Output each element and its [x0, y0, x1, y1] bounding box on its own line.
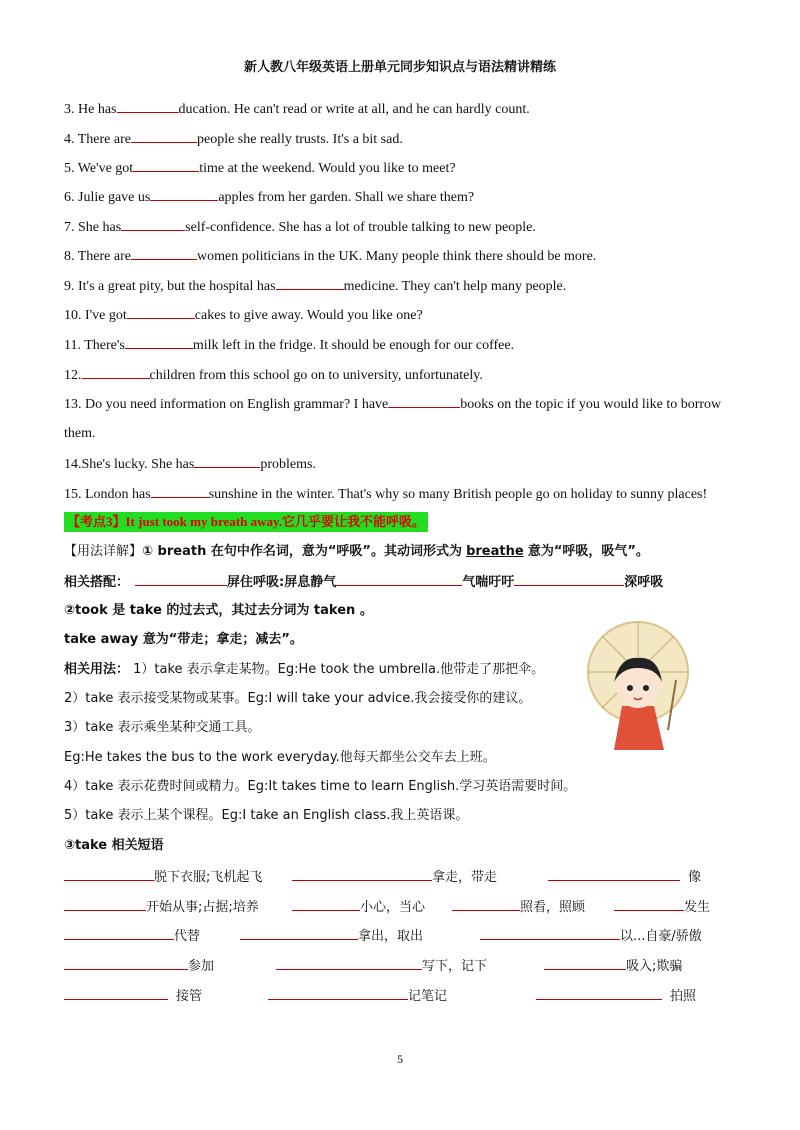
answer-blank[interactable]	[135, 571, 227, 586]
phrase-item: 脱下衣服;飞机起飞	[64, 866, 262, 888]
exercise-15: 15. London has sunshine in the winter. That's why so many British people go on holiday to sunny places!	[64, 483, 707, 505]
exercise-11: 11. There's milk left in the fridge. It should be enough for our coffee.	[64, 334, 514, 356]
collocations: 相关搭配： 屏住呼吸:屏息静气 气喘吁吁 深呼吸	[64, 571, 663, 593]
answer-blank[interactable]	[276, 955, 422, 970]
related-usage-3: 3）take 表示乘坐某种交通工具。	[64, 720, 261, 735]
took-note: ②took 是 take 的过去式，其过去分词为 taken 。	[64, 603, 373, 618]
answer-blank[interactable]	[82, 364, 150, 379]
exercise-3: 3. He has ducation. He can't read or write at all, and he can hardly count.	[64, 98, 530, 120]
answer-blank[interactable]	[388, 393, 460, 408]
answer-blank[interactable]	[614, 896, 684, 911]
exercise-5: 5. We've got time at the weekend. Would you like to meet?	[64, 157, 456, 179]
answer-blank[interactable]	[64, 866, 154, 881]
answer-blank[interactable]	[336, 571, 462, 586]
exercise-9: 9. It's a great pity, but the hospital has medicine. They can't help many people.	[64, 275, 566, 297]
cartoon-girl-illustration	[580, 620, 710, 750]
usage-detail: 【用法详解】① breath 在句中作名词，意为“呼吸”。其动词形式为 breathe 意为“呼吸，吸气”。	[64, 544, 649, 559]
answer-blank[interactable]	[131, 128, 197, 143]
answer-blank[interactable]	[64, 896, 146, 911]
phrase-item: 拍照	[536, 985, 696, 1007]
phrase-item: 吸入;欺骗	[544, 955, 682, 977]
exercise-12: 12. children from this school go on to university, unfortunately.	[64, 364, 483, 386]
exercise-13-cont: them.	[64, 426, 96, 441]
answer-blank[interactable]	[536, 985, 662, 1000]
exercise-6: 6. Julie gave us apples from her garden. Shall we share them?	[64, 186, 474, 208]
answer-blank[interactable]	[548, 866, 680, 881]
answer-blank[interactable]	[480, 925, 620, 940]
phrase-item: 接管	[64, 985, 202, 1007]
related-usage-2: 2）take 表示接受某物或某事。Eg:I will take your advice.我会接受你的建议。	[64, 691, 532, 706]
related-usage-5: 5）take 表示上某个课程。Eg:I take an English class.我上英语课。	[64, 808, 469, 823]
answer-blank[interactable]	[125, 334, 193, 349]
answer-blank[interactable]	[452, 896, 520, 911]
answer-blank[interactable]	[131, 245, 197, 260]
exercise-10: 10. I've got cakes to give away. Would you like one?	[64, 304, 423, 326]
answer-blank[interactable]	[117, 98, 179, 113]
phrase-item: 拿走，带走	[292, 866, 497, 888]
exercise-4: 4. There are people she really trusts. It's a bit sad.	[64, 128, 403, 150]
answer-blank[interactable]	[276, 275, 344, 290]
phrase-item: 发生	[614, 896, 710, 918]
phrases-title: ③take 相关短语	[64, 838, 164, 853]
answer-blank[interactable]	[240, 925, 358, 940]
page-number: 5	[397, 1052, 403, 1066]
exercise-14: 14.She's lucky. She has problems.	[64, 453, 316, 475]
phrase-item: 像	[548, 866, 701, 888]
answer-blank[interactable]	[121, 216, 185, 231]
answer-blank[interactable]	[127, 304, 195, 319]
answer-blank[interactable]	[292, 896, 360, 911]
exercise-8: 8. There are women politicians in the UK. Many people think there should be more.	[64, 245, 596, 267]
related-usage-3-example: Eg:He takes the bus to the work everyday.他每天都坐公交车去上班。	[64, 750, 496, 765]
phrase-item: 代替	[64, 925, 200, 947]
answer-blank[interactable]	[64, 925, 174, 940]
answer-blank[interactable]	[133, 157, 199, 172]
answer-blank[interactable]	[544, 955, 626, 970]
phrase-item: 照看，照顾	[452, 896, 585, 918]
answer-blank[interactable]	[150, 186, 218, 201]
answer-blank[interactable]	[292, 866, 432, 881]
answer-blank[interactable]	[151, 483, 209, 498]
phrase-item: 开始从事;占据;培养	[64, 896, 259, 918]
answer-blank[interactable]	[268, 985, 408, 1000]
page-header: 新人教八年级英语上册单元同步知识点与语法精讲精练	[243, 60, 556, 75]
exercise-7: 7. She has self-confidence. She has a lot of trouble talking to new people.	[64, 216, 536, 238]
phrase-item: 参加	[64, 955, 214, 977]
phrase-item: 写下，记下	[276, 955, 487, 977]
exercise-13: 13. Do you need information on English grammar? I have books on the topic if you would like to borrow	[64, 393, 721, 415]
take-away-note: take away 意为“带走；拿走；减去”。	[64, 632, 303, 647]
answer-blank[interactable]	[514, 571, 624, 586]
phrase-item: 记笔记	[268, 985, 447, 1007]
phrase-item: 小心，当心	[292, 896, 425, 918]
key-point-3: 【考点3】It just took my breath away.它几乎要让我不能呼吸。	[64, 512, 428, 532]
phrase-item: 以...自豪/骄傲	[480, 925, 702, 947]
answer-blank[interactable]	[194, 453, 260, 468]
related-usage-4: 4）take 表示花费时间或精力。Eg:It takes time to learn English.学习英语需要时间。	[64, 779, 577, 794]
phrase-item: 拿出，取出	[240, 925, 423, 947]
related-usage-1: 相关用法： 1）take 表示拿走某物。Eg:He took the umbrella.他带走了那把伞。	[64, 662, 545, 677]
answer-blank[interactable]	[64, 985, 168, 1000]
answer-blank[interactable]	[64, 955, 188, 970]
